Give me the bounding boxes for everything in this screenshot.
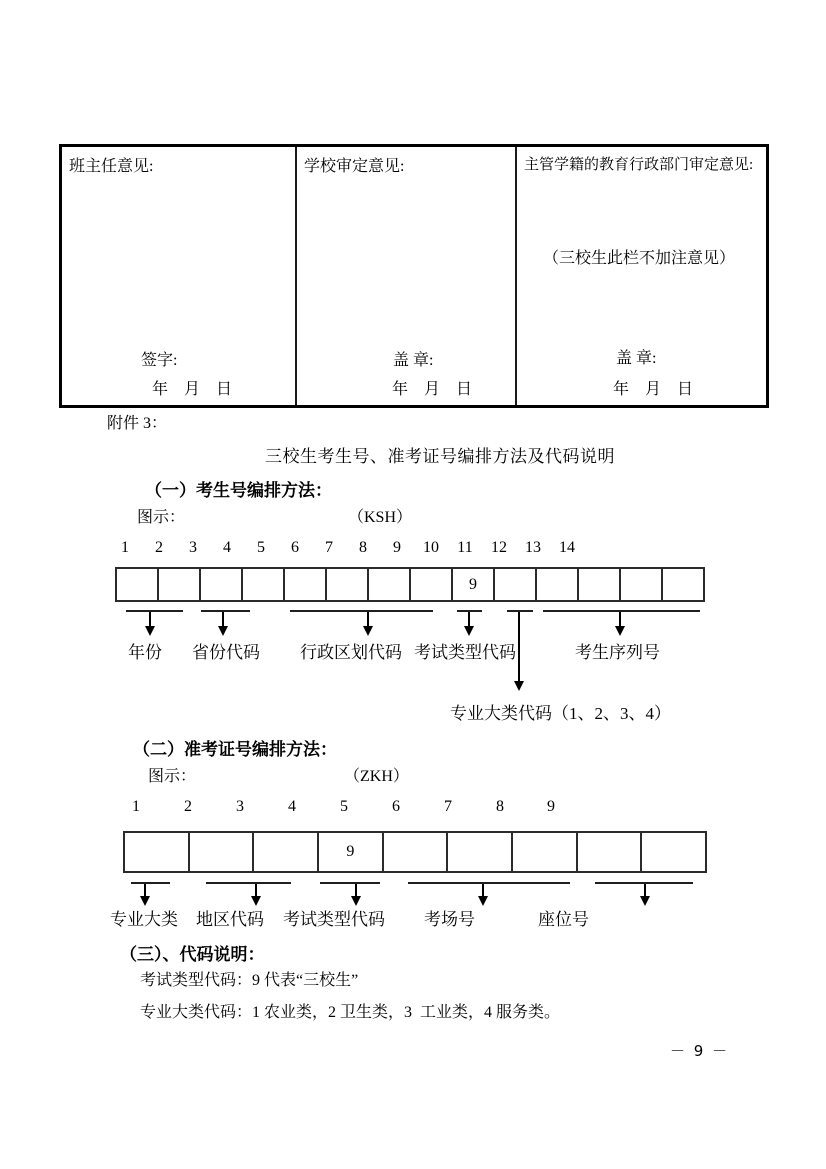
ksh-pos-7: 7 — [325, 539, 333, 556]
zkh-pos-4: 4 — [288, 798, 296, 815]
ksh-pos-1: 1 — [121, 539, 129, 556]
arrow-province-head — [218, 626, 228, 636]
zkh-cell — [576, 833, 641, 871]
zkh-label-room: 考场号 — [424, 910, 475, 929]
zkh-bracket-major — [131, 882, 170, 884]
zkh-pos-6: 6 — [392, 798, 400, 815]
ksh-label-year: 年份 — [128, 643, 162, 662]
ksh-pos-6: 6 — [291, 539, 299, 556]
review-table — [59, 144, 769, 408]
zkh-pos-9: 9 — [547, 798, 555, 815]
table-col-class-teacher — [62, 147, 295, 405]
section3-heading: （三）、代码说明： — [120, 945, 265, 964]
col1-header: 班主任意见: — [69, 158, 154, 175]
arrow-region-head — [363, 626, 373, 636]
arrow-exam-type-head — [464, 626, 474, 636]
ksh-cell — [493, 569, 535, 600]
zkh-cell-exam-type: 9 — [317, 833, 382, 871]
zkh-pos-8: 8 — [496, 798, 504, 815]
zkh-label-major: 专业大类 — [110, 910, 178, 929]
ksh-bracket-major — [507, 610, 533, 612]
zkh-label-district: 地区代码 — [196, 910, 264, 929]
col1-sign-label: 签字: — [141, 352, 178, 369]
zkh-cell — [511, 833, 576, 871]
ksh-cell — [535, 569, 577, 600]
ksh-label-region: 行政区划代码 — [300, 643, 402, 662]
ksh-cell — [367, 569, 409, 600]
zkh-cell — [252, 833, 317, 871]
zkh-cell — [446, 833, 511, 871]
zkh-pos-3: 3 — [236, 798, 244, 815]
ksh-bracket-province — [201, 610, 250, 612]
ksh-pos-11: 11 — [457, 539, 473, 556]
section1-heading: （一）考生号编排方法： — [145, 481, 332, 500]
ksh-pos-10: 10 — [423, 539, 439, 556]
table-col-edu-admin — [515, 147, 766, 405]
arrow-major-code — [518, 612, 520, 682]
section3-line-exam-type: 考试类型代码：9 代表“三校生” — [140, 972, 359, 989]
ksh-cell — [409, 569, 451, 600]
zkh-bracket-exam-type — [320, 882, 380, 884]
zkh-bracket-room — [408, 882, 570, 884]
col3-header: 主管学籍的教育行政部门审定意见: — [524, 157, 754, 173]
arrow-serial — [619, 612, 621, 627]
zkh-label-exam-type: 考试类型代码 — [283, 910, 385, 929]
ksh-label-major-code: 专业大类代码（1、2、3、4） — [450, 704, 671, 723]
col2-header: 学校审定意见: — [304, 158, 405, 175]
arrow-serial-head — [615, 626, 625, 636]
zkh-pos-2: 2 — [184, 798, 192, 815]
ksh-pos-9: 9 — [393, 539, 401, 556]
section2-code-name: （ZKH） — [344, 768, 409, 785]
ksh-digit-boxes — [115, 567, 705, 602]
zkh-cell — [640, 833, 705, 871]
arrow-exam-type — [468, 612, 470, 627]
arrow-year-head — [145, 626, 155, 636]
arrow-major-code-head — [514, 681, 524, 691]
section3-line-major: 专业大类代码：1 农业类，2 卫生类，3 工业类，4 服务类。 — [140, 1004, 561, 1021]
arrow-province — [222, 612, 224, 627]
ksh-pos-12: 12 — [491, 539, 507, 556]
ksh-bracket-region — [290, 610, 433, 612]
col2-seal-label: 盖 章: — [393, 352, 434, 369]
arrow-zkh-seat-head — [640, 896, 650, 906]
zkh-cell — [382, 833, 447, 871]
col3-date-label: 年 月 日 — [613, 381, 694, 398]
zkh-pos-7: 7 — [444, 798, 452, 815]
page-title: 三校生考生号、准考证号编排方法及代码说明 — [265, 447, 615, 466]
ksh-bracket-year — [126, 610, 183, 612]
ksh-pos-13: 13 — [525, 539, 541, 556]
ksh-pos-3: 3 — [189, 539, 197, 556]
ksh-pos-8: 8 — [359, 539, 367, 556]
ksh-cell — [117, 569, 157, 600]
zkh-label-seat: 座位号 — [538, 910, 589, 929]
ksh-cell-exam-type: 9 — [451, 569, 493, 600]
ksh-bracket-serial — [543, 610, 700, 612]
zkh-cell — [125, 833, 188, 871]
ksh-label-serial: 考生序列号 — [575, 643, 660, 662]
ksh-pos-2: 2 — [155, 539, 163, 556]
section2-diagram-label: 图示： — [148, 768, 197, 785]
section1-diagram-label: 图示： — [137, 509, 186, 526]
ksh-cell — [577, 569, 619, 600]
col3-seal-label: 盖 章: — [616, 350, 657, 367]
section1-code-name: （KSH） — [348, 509, 413, 526]
arrow-year — [149, 612, 151, 627]
section2-heading: （二）准考证号编排方法： — [133, 740, 337, 759]
zkh-pos-1: 1 — [132, 798, 140, 815]
zkh-cell — [188, 833, 253, 871]
ksh-cell — [241, 569, 283, 600]
ksh-cell — [283, 569, 325, 600]
ksh-cell — [325, 569, 367, 600]
ksh-cell — [157, 569, 199, 600]
col3-note: （三校生此栏不加注意见） — [543, 250, 736, 267]
ksh-pos-14: 14 — [559, 539, 575, 556]
ksh-cell — [199, 569, 241, 600]
col2-date-label: 年 月 日 — [392, 381, 473, 398]
ksh-pos-5: 5 — [257, 539, 265, 556]
ksh-pos-4: 4 — [223, 539, 231, 556]
zkh-pos-5: 5 — [340, 798, 348, 815]
ksh-cell — [619, 569, 661, 600]
ksh-label-province: 省份代码 — [192, 643, 260, 662]
zkh-bracket-district — [206, 882, 291, 884]
col1-date-label: 年 月 日 — [152, 381, 233, 398]
table-col-school — [295, 147, 515, 405]
arrow-region — [367, 612, 369, 627]
ksh-label-exam-type: 考试类型代码 — [414, 643, 516, 662]
attachment-label: 附件 3： — [107, 415, 168, 432]
zkh-digit-boxes — [123, 831, 707, 873]
page-number: － 9 － — [670, 1042, 730, 1060]
arrow-zkh-room-head — [478, 896, 488, 906]
ksh-cell — [661, 569, 703, 600]
